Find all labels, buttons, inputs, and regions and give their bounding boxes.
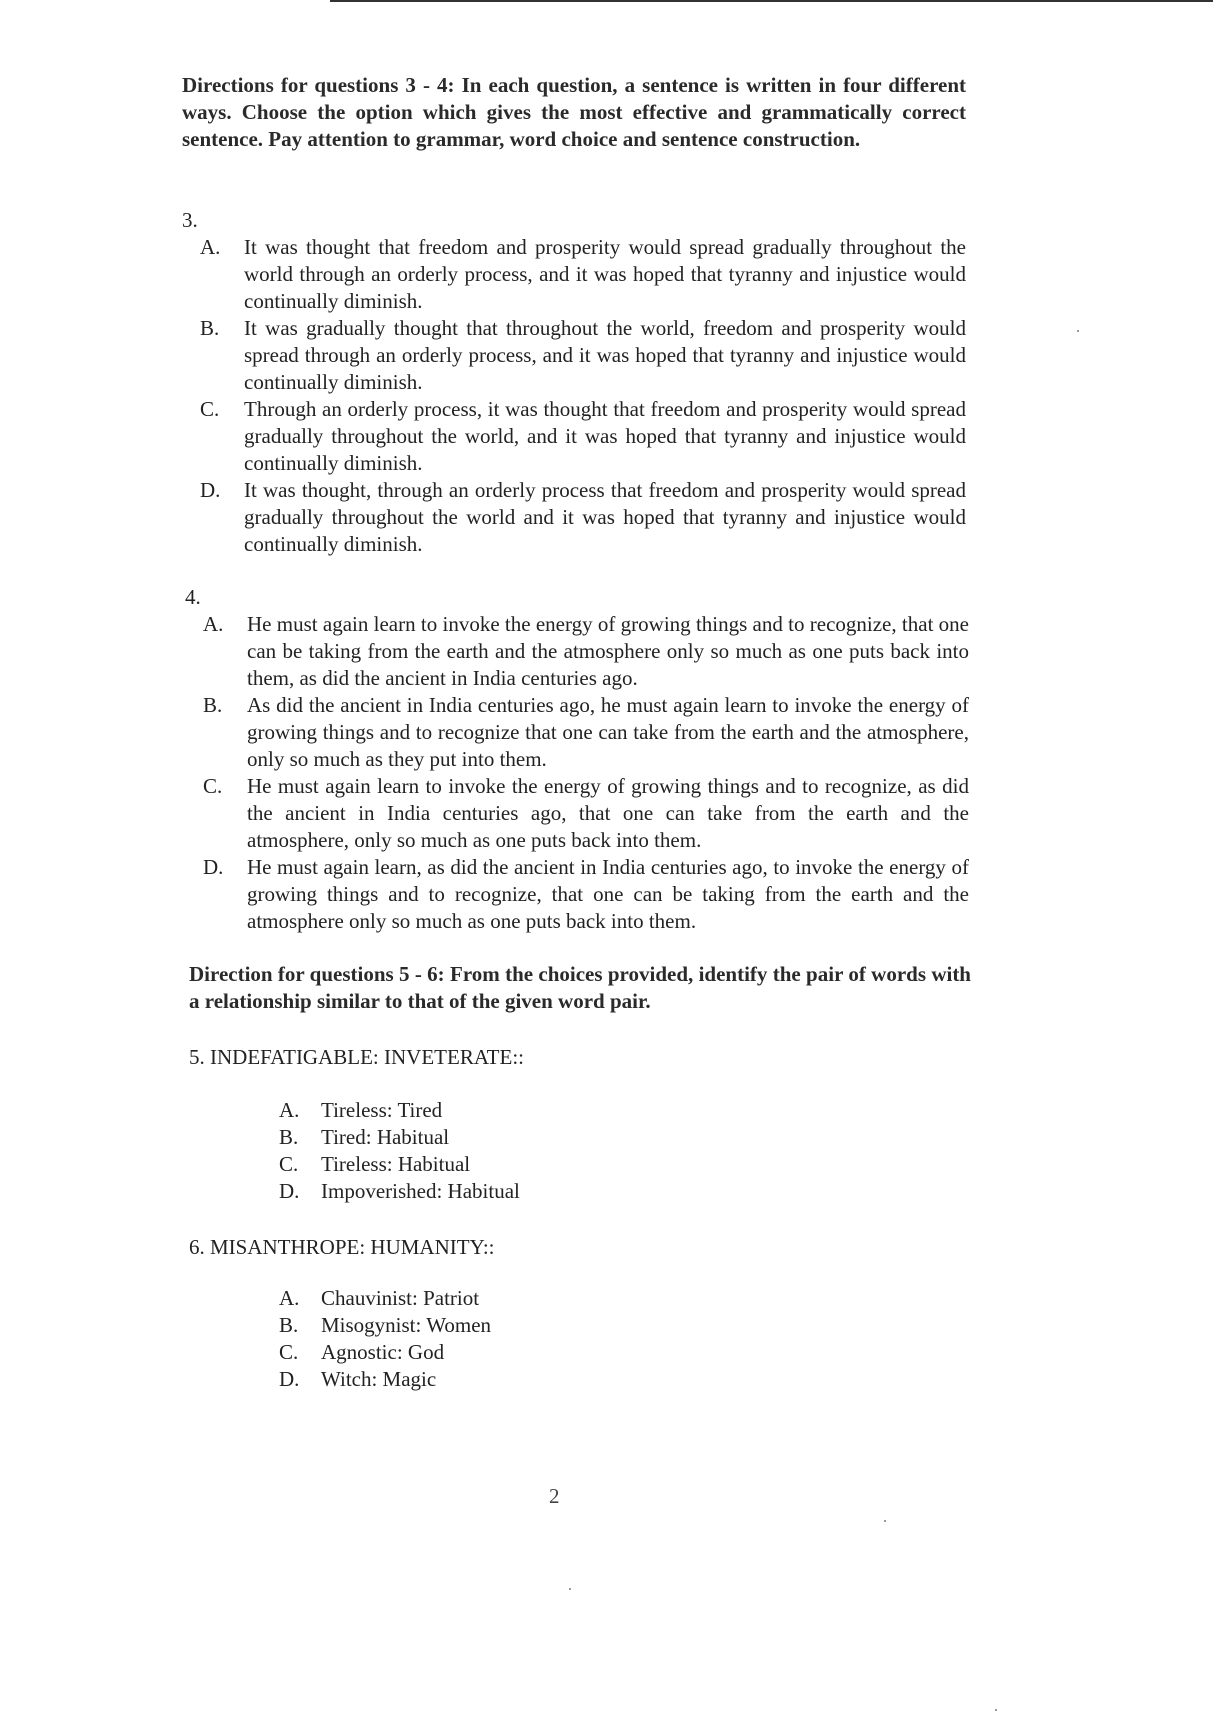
question-3-option-b[interactable] xyxy=(200,315,966,396)
option-letter: D. xyxy=(200,478,221,502)
question-4-option-a[interactable] xyxy=(203,611,969,692)
question-4-option-b[interactable] xyxy=(203,692,969,773)
option-text: Misogynist: Women xyxy=(321,1313,492,1337)
question-3-option-d[interactable] xyxy=(200,477,966,558)
option-text: He must again learn, as did the ancient in India centuries ago, to invoke the energy of growing things and to recognize, that one can be taking from the earth and the atmosphere only so much as one puts back into them. xyxy=(247,855,969,933)
question-3-option-a[interactable] xyxy=(200,234,966,315)
option-letter: B. xyxy=(203,693,223,717)
option-letter: D. xyxy=(279,1367,300,1391)
question-4-option-c[interactable] xyxy=(203,773,969,854)
option-letter: A. xyxy=(279,1098,300,1122)
option-text: Agnostic: God xyxy=(321,1340,445,1364)
option-text: It was thought, through an orderly process that freedom and prosperity would spread gradually throughout the world and it was hoped that tyranny and injustice would continually diminish. xyxy=(244,478,966,556)
question-4-options xyxy=(203,611,969,935)
question-6-option-d[interactable] xyxy=(279,1366,491,1393)
top-border-line xyxy=(330,0,1213,2)
scan-speck xyxy=(569,1588,571,1590)
question-5-prompt: 5. INDEFATIGABLE: INVETERATE:: xyxy=(189,1045,524,1069)
question-3-options xyxy=(200,234,966,558)
option-text: He must again learn to invoke the energy of growing things and to recognize, as did the ancient in India centuries ago, that one can take from the earth and the atmosphere, only so much as one puts back into them. xyxy=(247,774,969,852)
option-text: Witch: Magic xyxy=(321,1367,437,1391)
option-letter: B. xyxy=(200,316,220,340)
question-6-options xyxy=(279,1285,491,1393)
question-6-option-a[interactable] xyxy=(279,1285,491,1312)
question-3-number: 3. xyxy=(182,208,198,232)
option-text: It was gradually thought that throughout the world, freedom and prosperity would spread through an orderly process, and it was hoped that tyranny and injustice would continually diminish. xyxy=(244,316,966,394)
scan-speck xyxy=(1077,330,1079,332)
option-letter: C. xyxy=(279,1340,299,1364)
option-text: Tireless: Habitual xyxy=(321,1152,471,1176)
option-text: Tireless: Tired xyxy=(321,1098,443,1122)
scan-speck xyxy=(995,1709,997,1711)
option-text: He must again learn to invoke the energy of growing things and to recognize, that one can be taking from the earth and the atmosphere only so much as one puts back into them, as did the ancient in India centuries ago. xyxy=(247,612,969,690)
option-letter: D. xyxy=(203,855,224,879)
question-6-prompt: 6. MISANTHROPE: HUMANITY:: xyxy=(189,1235,495,1259)
question-5-option-a[interactable] xyxy=(279,1097,520,1124)
option-text: As did the ancient in India centuries ago, he must again learn to invoke the energy of growing things and to recognize that one can take from the earth and the atmosphere, only so much as they put into them. xyxy=(247,693,969,771)
question-5-option-c[interactable] xyxy=(279,1151,520,1178)
question-4-option-d[interactable] xyxy=(203,854,969,935)
option-letter: A. xyxy=(279,1286,300,1310)
option-letter: D. xyxy=(279,1179,300,1203)
question-6-option-b[interactable] xyxy=(279,1312,491,1339)
scan-speck xyxy=(884,1520,886,1522)
option-letter: C. xyxy=(203,774,223,798)
directions-questions-5-6: Direction for questions 5 - 6: From the choices provided, identify the pair of words with a relationship similar to that of the given word pair. xyxy=(189,962,971,1013)
option-text: It was thought that freedom and prosperity would spread gradually throughout the world through an orderly process, and it was hoped that tyranny and injustice would continually diminish. xyxy=(244,235,966,313)
question-5-options xyxy=(279,1097,520,1205)
question-6-option-c[interactable] xyxy=(279,1339,491,1366)
option-letter: C. xyxy=(279,1152,299,1176)
option-letter: A. xyxy=(203,612,224,636)
directions-questions-3-4: Directions for questions 3 - 4: In each question, a sentence is written in four different ways. Choose the option which gives the most effective and grammatically correct sentence. Pay attention to grammar, word choice and sentence construction. xyxy=(182,73,966,151)
option-text: Tired: Habitual xyxy=(321,1125,450,1149)
option-text: Through an orderly process, it was thought that freedom and prosperity would spread gradually throughout the world, and it was hoped that tyranny and injustice would continually diminish. xyxy=(244,397,966,475)
option-text: Impoverished: Habitual xyxy=(321,1179,520,1203)
question-3-option-c[interactable] xyxy=(200,396,966,477)
question-5-option-d[interactable] xyxy=(279,1178,520,1205)
page-number: 2 xyxy=(549,1484,560,1508)
option-letter: C. xyxy=(200,397,220,421)
option-letter: B. xyxy=(279,1313,299,1337)
question-4-number: 4. xyxy=(185,585,201,609)
question-5-option-b[interactable] xyxy=(279,1124,520,1151)
option-letter: B. xyxy=(279,1125,299,1149)
option-text: Chauvinist: Patriot xyxy=(321,1286,480,1310)
option-letter: A. xyxy=(200,235,221,259)
